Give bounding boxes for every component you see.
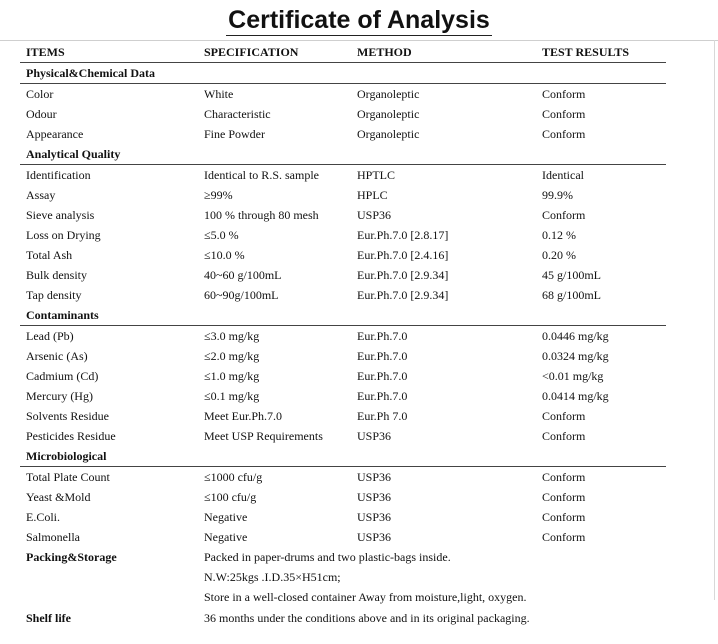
document-title [0, 6, 718, 35]
shelf-life-row [20, 607, 666, 629]
table-body [20, 63, 666, 630]
item-cell: Cadmium (Cd) [26, 369, 99, 383]
result-cell: Conform [542, 107, 586, 121]
specification-cell: ≤5.0 % [204, 228, 239, 242]
item-cell: Arsenic (As) [26, 349, 88, 363]
table-row [20, 507, 666, 527]
method-cell: Eur.Ph.7.0 [357, 329, 408, 343]
table-row [20, 225, 666, 245]
packing-details [198, 547, 666, 607]
item-cell: Color [26, 87, 54, 101]
method-cell: HPLC [357, 188, 388, 202]
result-cell: Conform [542, 87, 586, 101]
method-cell: Eur.Ph.7.0 [2.9.34] [357, 288, 449, 302]
table-row [20, 185, 666, 205]
shelf-life-value: 36 months under the conditions above and in its original packaging. [204, 611, 530, 625]
result-cell: Identical [542, 168, 584, 182]
specification-cell: Negative [204, 510, 248, 524]
item-cell: Solvents Residue [26, 409, 109, 423]
specification-cell: ≤10.0 % [204, 248, 245, 262]
item-cell: Total Plate Count [26, 470, 110, 484]
page-frame-top [0, 40, 718, 41]
method-cell: USP36 [357, 530, 392, 544]
method-cell: USP36 [357, 208, 392, 222]
section-header-row [20, 305, 666, 326]
method-cell: Eur.Ph.7.0 [357, 389, 408, 403]
analysis-table [20, 42, 666, 629]
item-cell: Total Ash [26, 248, 73, 262]
table-row [20, 467, 666, 488]
header-specification: SPECIFICATION [198, 42, 351, 63]
method-cell: Organoleptic [357, 127, 420, 141]
specification-cell: Negative [204, 530, 248, 544]
packing-line: N.W:25kgs .I.D.35×H51cm; [204, 570, 341, 584]
table-row [20, 84, 666, 105]
header-items: ITEMS [20, 42, 198, 63]
result-cell: 0.20 % [542, 248, 576, 262]
result-cell: Conform [542, 208, 586, 222]
method-cell: Organoleptic [357, 107, 420, 121]
page-frame-right [714, 40, 715, 600]
specification-cell: Characteristic [204, 107, 271, 121]
result-cell: 68 g/100mL [542, 288, 601, 302]
result-cell: 0.0446 mg/kg [542, 329, 609, 343]
specification-cell: 40~60 g/100mL [204, 268, 282, 282]
method-cell: USP36 [357, 490, 392, 504]
method-cell: USP36 [357, 470, 392, 484]
section-title: Microbiological [20, 446, 666, 467]
shelf-life-label: Shelf life [26, 611, 71, 625]
item-cell: Yeast &Mold [26, 490, 91, 504]
method-cell: Eur.Ph.7.0 [357, 349, 408, 363]
packing-label: Packing&Storage [26, 550, 117, 564]
result-cell: <0.01 mg/kg [542, 369, 604, 383]
specification-cell: Meet Eur.Ph.7.0 [204, 409, 282, 423]
header-row [20, 42, 666, 63]
section-header-row [20, 63, 666, 84]
result-cell: Conform [542, 490, 586, 504]
header-test-results: TEST RESULTS [536, 42, 666, 63]
method-cell: Eur.Ph 7.0 [357, 409, 408, 423]
specification-cell: ≤0.1 mg/kg [204, 389, 260, 403]
item-cell: Identification [26, 168, 91, 182]
specification-cell: 60~90g/100mL [204, 288, 279, 302]
header-method: METHOD [351, 42, 536, 63]
table-row [20, 487, 666, 507]
method-cell: Eur.Ph.7.0 [2.9.34] [357, 268, 449, 282]
specification-cell: ≤1.0 mg/kg [204, 369, 260, 383]
table-header [20, 42, 666, 63]
specification-cell: Fine Powder [204, 127, 265, 141]
section-header-row [20, 144, 666, 165]
specification-cell: White [204, 87, 234, 101]
table-row [20, 124, 666, 144]
result-cell: 99.9% [542, 188, 573, 202]
method-cell: HPTLC [357, 168, 396, 182]
result-cell: 0.0414 mg/kg [542, 389, 609, 403]
item-cell: E.Coli. [26, 510, 61, 524]
item-cell: Appearance [26, 127, 84, 141]
result-cell: 0.0324 mg/kg [542, 349, 609, 363]
method-cell: USP36 [357, 429, 392, 443]
item-cell: Bulk density [26, 268, 88, 282]
table-row [20, 285, 666, 305]
table-row [20, 326, 666, 347]
result-cell: Conform [542, 127, 586, 141]
method-cell: Organoleptic [357, 87, 420, 101]
result-cell: Conform [542, 470, 586, 484]
title-text: Certificate of Analysis [228, 6, 490, 34]
item-cell: Tap density [26, 288, 82, 302]
result-cell: 45 g/100mL [542, 268, 601, 282]
result-cell: Conform [542, 409, 586, 423]
specification-cell: ≥99% [204, 188, 233, 202]
section-title: Contaminants [20, 305, 666, 326]
specification-cell: ≤100 cfu/g [204, 490, 257, 504]
packing-row [20, 547, 666, 607]
section-title: Analytical Quality [20, 144, 666, 165]
method-cell: Eur.Ph.7.0 [2.4.16] [357, 248, 449, 262]
table-row [20, 346, 666, 366]
packing-line: Packed in paper-drums and two plastic-bags inside. [204, 550, 451, 564]
section-header-row [20, 446, 666, 467]
item-cell: Odour [26, 107, 57, 121]
result-cell: Conform [542, 530, 586, 544]
table-row [20, 527, 666, 547]
table-row [20, 366, 666, 386]
table-row [20, 265, 666, 285]
specification-cell: ≤1000 cfu/g [204, 470, 263, 484]
specification-cell: Identical to R.S. sample [204, 168, 319, 182]
item-cell: Mercury (Hg) [26, 389, 93, 403]
table-row [20, 165, 666, 186]
result-cell: 0.12 % [542, 228, 576, 242]
specification-cell: Meet USP Requirements [204, 429, 323, 443]
result-cell: Conform [542, 510, 586, 524]
table-row [20, 406, 666, 426]
table-row [20, 386, 666, 406]
packing-line: Store in a well-closed container Away from moisture,light, oxygen. [204, 590, 527, 604]
method-cell: Eur.Ph.7.0 [357, 369, 408, 383]
specification-cell: ≤2.0 mg/kg [204, 349, 260, 363]
table-row [20, 426, 666, 446]
item-cell: Pesticides Residue [26, 429, 116, 443]
item-cell: Lead (Pb) [26, 329, 74, 343]
item-cell: Sieve analysis [26, 208, 95, 222]
table-row [20, 205, 666, 225]
item-cell: Assay [26, 188, 56, 202]
section-title: Physical&Chemical Data [20, 63, 666, 84]
item-cell: Salmonella [26, 530, 80, 544]
method-cell: Eur.Ph.7.0 [2.8.17] [357, 228, 449, 242]
item-cell: Loss on Drying [26, 228, 101, 242]
specification-cell: 100 % through 80 mesh [204, 208, 319, 222]
table-row [20, 104, 666, 124]
table-row [20, 245, 666, 265]
method-cell: USP36 [357, 510, 392, 524]
specification-cell: ≤3.0 mg/kg [204, 329, 260, 343]
result-cell: Conform [542, 429, 586, 443]
